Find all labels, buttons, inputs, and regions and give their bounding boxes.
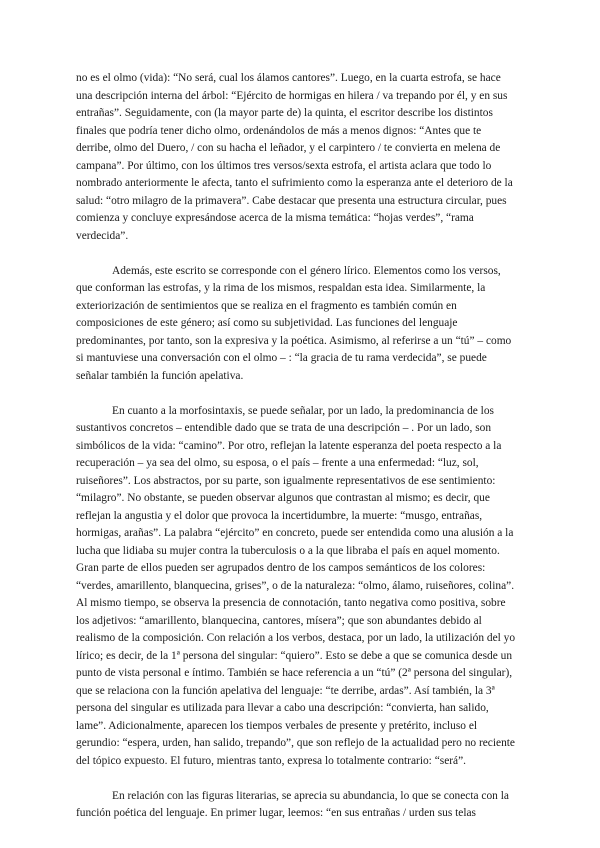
paragraph-genre: Además, este escrito se corresponde con el género lírico. Elementos como los versos, que conforman las estrofas, y la rima de los mismos, respaldan esta idea. Similarmente, la exteriorización de sentimientos que se realiza en el fragmento es también común en composiciones de este género; así como su subjetividad. Las funciones del lenguaje predominantes, por tanto, son la expresiva y la poética. Asimismo, al referirse a un “tú” – como si mantuviese una conversación con el olmo – : “la gracia de tu rama verdecida”, se puede señalar también la función apelativa. — [76, 264, 512, 382]
document-page — [76, 70, 516, 840]
paragraph-literary-figures: En relación con las figuras literarias, se aprecia su abundancia, lo que se conecta con la función poética del lenguaje. En primer lugar, leemos: “en sus entrañas / urden sus telas — [76, 789, 509, 819]
paragraph-morphosyntax: En cuanto a la morfosintaxis, se puede señalar, por un lado, la predominancia de los sustantivos concretos – entendible dado que se trata de una descripción – . Por un lado, son simbólicos de la vida: “camino”. Por otro, reflejan la latente esperanza del poeta respecto a la recuperación – ya sea del olmo, su esposa, o el país – frente a una enfermedad: “luz, sol, ruiseñores”. Los abstractos, por su parte, son igualmente representativos de ese sentimiento: “milagro”. No obstante, se pueden observar algunos que contrastan al mismo; es decir, que reflejan la angustia y el dolor que provoca la incertidumbre, la muerte: “musgo, entrañas, hormigas, arañas”. La palabra “ejército” en concreto, puede ser entendida como una alusión a la lucha que lidiaba su mujer contra la tuberculosis o a la que libraba el país en aquel momento. Gran parte de ellos pueden ser agrupados dentro de los campos semánticos de los colores: “verdes, amarillento, blanquecina, grises”, o de la naturaleza: “olmo, álamo, ruiseñores, colina”. Al mismo tiempo, se observa la presencia de connotación, tanto negativa como positiva, sobre los adjetivos: “amarillento, blanquecina, cantores, mísera”; que son abundantes debido al realismo de la composición. Con relación a los verbos, destaca, por un lado, la utilización del yo lírico; es decir, de la 1ª persona del singular: “quiero”. Esto se debe a que se comunica desde un punto de vista personal e íntimo. También se hace referencia a un “tú” (2ª persona del singular), que se relaciona con la función apelativa del lenguaje: “te derribe, ardas”. Así también, la 3ª persona del singular es utilizada para llevar a cabo una descripción: “convierta, han salido, lame”. Adicionalmente, aparecen los tiempos verbales de presente y pretérito, incluso el gerundio: “espera, urden, han salido, trepando”, que son reflejo de la actualidad pero no reciente del tópico expuesto. El futuro, mientras tanto, expresa lo totalmente contrario: “será”. — [76, 404, 516, 767]
paragraph-structure: no es el olmo (vida): “No será, cual los álamos cantores”. Luego, en la cuarta estrofa, se hace una descripción interna del árbol: “Ejército de hormigas en hilera / va trepando por él, y en sus entrañas”. Seguidamente, con (la mayor parte de) la quinta, el escritor describe los distintos finales que podría tener dicho olmo, ordenándolos de más a menos dignos: “Antes que te derribe, olmo del Duero, / con su hacha el leñador, y el carpintero / te convierta en melena de campana”. Por último, con los últimos tres versos/sexta estrofa, el artista aclara que todo lo nombrado anteriormente le afecta, tanto el sufrimiento como la esperanza ante el deterioro de la salud: “otro milagro de la primavera”. Cabe destacar que presenta una estructura circular, pues comienza y concluye expresándose acerca de la misma temática: “hojas verdes”, “rama verdecida”. — [76, 72, 513, 242]
